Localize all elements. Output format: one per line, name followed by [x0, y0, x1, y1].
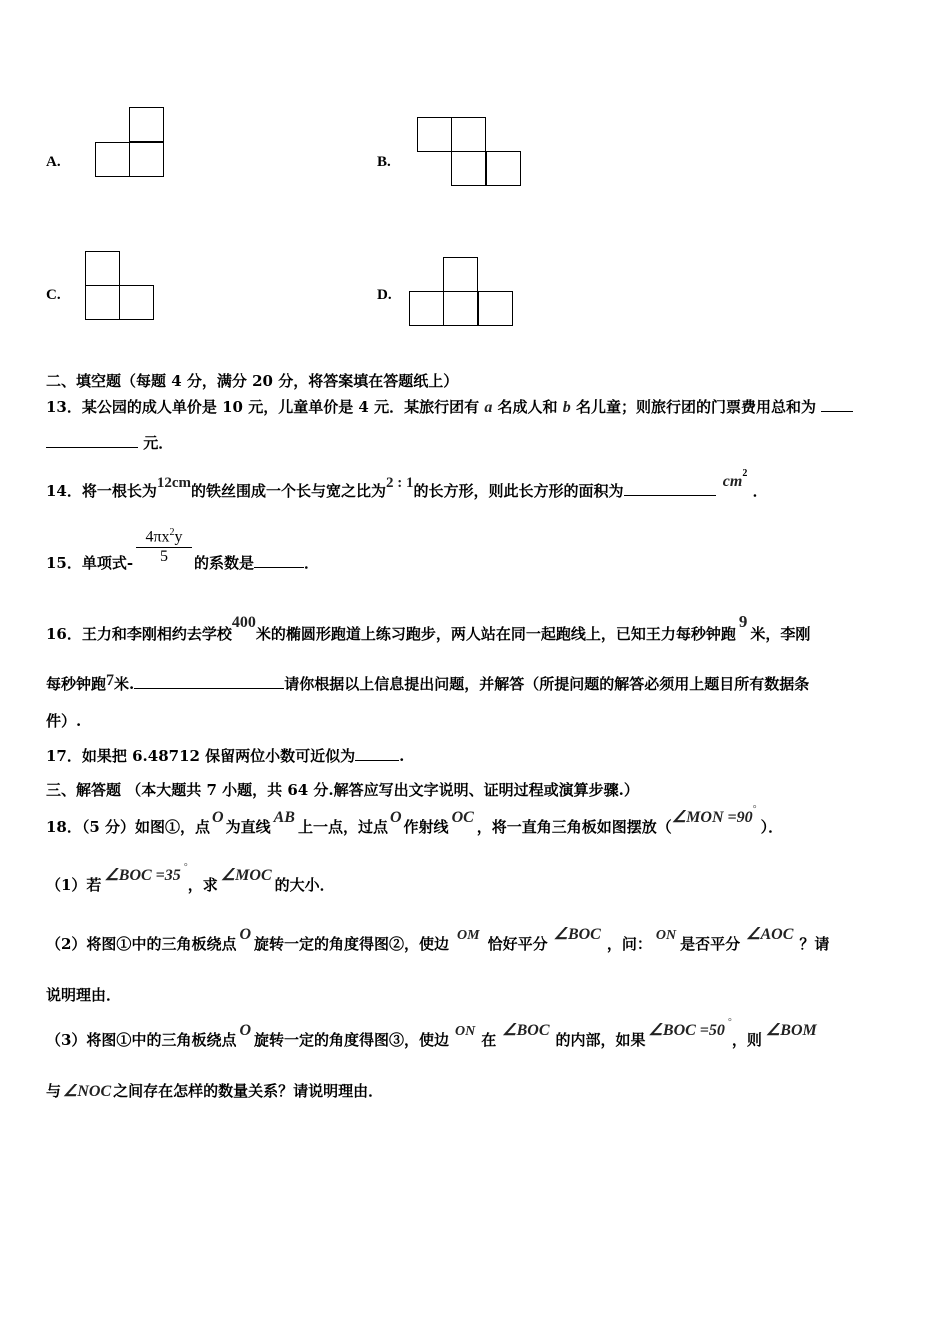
- answer-blank-16[interactable]: [134, 674, 284, 689]
- var-b: b: [562, 399, 571, 416]
- answer-blank-17[interactable]: [355, 746, 399, 761]
- q15-fraction: $\frac{4\pi x^2y}{5}$: [136, 527, 192, 566]
- question-18-part3-line2: 与 ∠NOC 之间存在怎样的数量关系？请说明理由．: [46, 1082, 384, 1100]
- question-18: 18．（5 分）如图①，点O为直线AB上一点，过点O作射线OC，将一直角三角板如图摆放（∠MON =90°）．: [46, 804, 784, 836]
- question-13: 13．某公园的成人单价是 10 元，儿童单价是 4 元．某旅行团有 a 名成人和 b 名儿童；则旅行团的门票费用总和为: [46, 396, 853, 417]
- answer-blank-13b[interactable]: [46, 433, 138, 448]
- answer-blank-14[interactable]: [624, 481, 716, 496]
- question-15: 15．单项式-: [46, 554, 134, 572]
- question-16: 16．王力和李刚相约去学校400米的椭圆形跑道上练习跑步，两人站在同一起跑线上，已知王力每秒钟跑9米，李刚: [46, 612, 811, 643]
- option-c-label: C.: [46, 287, 61, 303]
- var-a: a: [484, 399, 493, 416]
- question-18-part2: （2）将图①中的三角板绕点O旋转一定的角度得图②，使边 OM 恰好平分∠BOC，问： ON 是否平分∠AOC？请: [46, 926, 830, 953]
- question-18-part3: （3）将图①中的三角板绕点O旋转一定的角度得图③，使边 ON 在∠BOC的内部，如果∠BOC =50 °，则∠BOM: [46, 1017, 817, 1049]
- answer-blank-15[interactable]: [254, 553, 304, 568]
- question-16-line2: 每秒钟跑7米. 请你根据以上信息提出问题，并解答（所提问题的解答必须用上题目所有数据条: [46, 672, 810, 693]
- option-a-label: A.: [46, 154, 61, 170]
- option-d-label: D.: [377, 287, 392, 303]
- section-3-title: 三、解答题 （本大题共 7 小题，共 64 分.解答应写出文字说明、证明过程或演算步骤.）: [46, 781, 639, 799]
- option-b-label: B.: [377, 154, 391, 170]
- question-13-line2: 元．: [46, 432, 173, 453]
- answer-blank-13a[interactable]: [821, 397, 853, 412]
- question-17: 17．如果把 6.48712 保留两位小数可近似为 .: [46, 747, 405, 765]
- question-18-part1: （1）若∠BOC =35 °，求∠MOC的大小．: [46, 862, 335, 894]
- section-2-title: 二、填空题（每题 4 分，满分 20 分，将答案填在答题纸上）: [46, 372, 459, 390]
- question-14: 14．将一根长为12cm的铁丝围成一个长与宽之比为2 : 1的长方形，则此长方形的面积为 $cm^2$ ．: [46, 468, 768, 500]
- question-15-tail: 的系数是 ．: [194, 554, 320, 572]
- question-18-part2-line2: 说明理由．: [46, 986, 122, 1004]
- question-16-line3: 件）.: [46, 712, 82, 730]
